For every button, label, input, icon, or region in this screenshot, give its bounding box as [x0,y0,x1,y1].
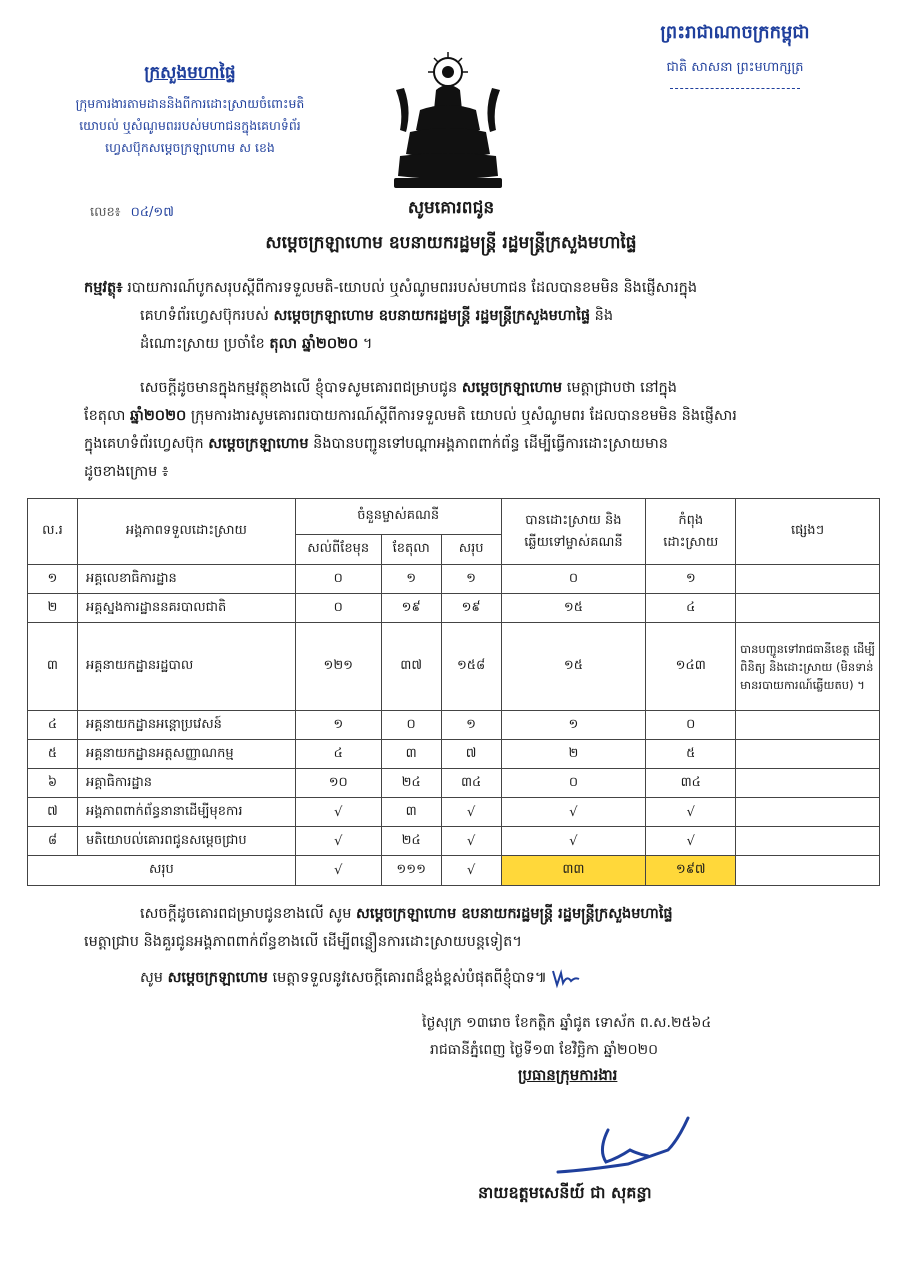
date-block [422,1010,862,1064]
row-other [736,798,880,827]
row-prev: √ [295,798,381,827]
row-month: ៣៧ [381,623,441,711]
row-pending: √ [646,827,736,856]
kingdom-motto: ជាតិ សាសនា ព្រះមហាក្សត្រ [666,60,804,75]
row-other [736,827,880,856]
row-total: ១៥៨ [441,623,501,711]
row-prev: ១២១ [295,623,381,711]
row-agency: អគ្គាធិការដ្ឋាន [77,769,295,798]
body-paragraph [84,374,874,486]
row-month: ៣ [381,740,441,769]
table-row [28,565,880,594]
row-agency: អគ្គស្នងការដ្ឋាននគរបាលជាតិ [77,594,295,623]
lunar-date: ថ្ងៃសុក្រ ១៣រោច ខែកត្តិក ឆ្នាំជូត ទោស័ក ព.ស.២៥៦៤ [422,1015,712,1031]
row-total: ១ [441,565,501,594]
header-no: ល.រ [28,499,78,565]
row-pending: ១៤៣ [646,623,736,711]
row-no: ៦ [28,769,78,798]
total-other [736,856,880,886]
row-resolved: ០ [501,769,646,798]
subject-recipient: សម្តេចក្រឡាហោម ឧបនាយករដ្ឋមន្ត្រី រដ្ឋមន្ត្រីក្រសួងមហាផ្ទៃ [273,308,591,324]
row-other [736,594,880,623]
row-pending: ៣៤ [646,769,736,798]
row-agency: អគ្គនាយកដ្ឋានអន្តោប្រវេសន៍ [77,711,295,740]
total-label: សរុប [28,856,296,886]
row-month: ១ [381,565,441,594]
body-text: ក្នុងគេហទំព័រហ្វេសប៊ុក [84,436,209,452]
table-row [28,740,880,769]
row-prev: ១០ [295,769,381,798]
subject-text: របាយការណ៍បូកសរុបស្តីពីការទទួលមតិ-យោបល់ ឬសំណូមពររបស់មហាជន ដែលបានខមមិន និងផ្ញើសារក្នុង [122,280,698,296]
closing-text: មេត្តាជ្រាប និងគួរជូនអង្គភាពពាក់ព័ន្ធខាងលើ ដើម្បីពន្លឿនការដោះស្រាយបន្តទៀត។ [84,934,522,950]
row-no: ២ [28,594,78,623]
row-no: ៣ [28,623,78,711]
row-other [736,711,880,740]
row-prev: ០ [295,565,381,594]
reference-value: ០៤/១៧ [130,205,174,220]
header-resolved: បានដោះស្រាយ និង ឆ្លើយទៅម្ចាស់គណនី [501,499,646,565]
row-agency: មតិយោបល់គោរពជូនសម្តេចជ្រាប [77,827,295,856]
initial-signature-icon [551,967,581,989]
body-text-bold: ឆ្នាំ២០២០ [130,408,187,424]
subject-period: តុលា ឆ្នាំ២០២០ [269,336,359,352]
row-no: ៧ [28,798,78,827]
subject-label: កម្មវត្ថុ៖ [84,280,123,296]
body-text: និងបានបញ្ជូនទៅបណ្តាអង្គភាពពាក់ព័ន្ធ ដើម្បីធ្វើការដោះស្រាយមាន [308,436,669,452]
row-pending: ០ [646,711,736,740]
recipient-line: សម្តេចក្រឡាហោម ឧបនាយករដ្ឋមន្ត្រី រដ្ឋមន្ត្រីក្រសួងមហាផ្ទៃ [265,233,637,253]
ministry-subtitle-line: ហ្វេសប៊ុកសម្តេចក្រឡាហោម ស ខេង [105,140,275,155]
row-agency: អគ្គលេខាធិការដ្ឋាន [77,565,295,594]
row-resolved: ២ [501,740,646,769]
row-other [736,565,880,594]
body-text: ដូចខាងក្រោម ៖ [84,464,169,480]
kingdom-title: ព្រះរាជាណាចក្រកម្ពុជា [660,22,810,43]
reference-label: លេខ៖ [90,205,121,220]
closing-block [84,900,884,992]
total-total: √ [441,856,501,886]
ministry-subtitle-line: យោបល់ ឬសំណូមពររបស់មហាជនក្នុងគេហទំព័រ [79,118,301,133]
row-pending: ៤ [646,594,736,623]
row-month: ១៩ [381,594,441,623]
header-pending: កំពុង ដោះស្រាយ [646,499,736,565]
row-pending: √ [646,798,736,827]
row-no: ៨ [28,827,78,856]
ministry-subtitle-line: ក្រុមការងារតាមដាននិងពីការដោះស្រាយចំពោះមតិ [75,96,305,111]
decorative-divider [670,88,800,89]
body-text: សេចក្តីដូចមានក្នុងកម្មវត្ថុខាងលើ ខ្ញុំបាទសូមគោរពជម្រាបជូន [140,380,462,396]
body-text: មេត្តាជ្រាបថា នៅក្នុង [562,380,677,396]
subject-text: ដំណោះស្រាយ ប្រចាំខែ [140,336,270,352]
row-total: √ [441,827,501,856]
row-month: ២៤ [381,827,441,856]
table-row [28,623,880,711]
kingdom-header [590,20,880,89]
subject-text: គេហទំព័រហ្វេសប៊ុករបស់ [140,308,274,324]
body-text-bold: សម្តេចក្រឡាហោម [208,436,309,452]
row-resolved: ១៥ [501,623,646,711]
closing-text-bold: សម្តេចក្រឡាហោម ឧបនាយករដ្ឋមន្ត្រី រដ្ឋមន្ត្រីក្រសួងមហាផ្ទៃ [356,906,673,922]
header-other: ផ្សេងៗ [736,499,880,565]
subject-text: និង [590,308,614,324]
ministry-header [40,62,340,159]
row-resolved: √ [501,827,646,856]
row-note: បានបញ្ជូនទៅរាជធានីខេត្ត ដើម្បីពិនិត្យ និងដោះស្រាយ (មិនទាន់មានរបាយការណ៍ឆ្លើយតប) ។ [736,623,880,711]
row-no: ៥ [28,740,78,769]
row-total: ៣៤ [441,769,501,798]
body-text-bold: សម្តេចក្រឡាហោម [461,380,563,396]
solar-date: រាជធានីភ្នំពេញ ថ្ងៃទី១៣ ខែវិច្ឆិកា ឆ្នាំ២០២០ [430,1042,658,1058]
subject-text: ។ [358,336,373,352]
row-no: ៤ [28,711,78,740]
table-row [28,711,880,740]
header-prev: សល់ពីខែមុន [295,535,381,565]
row-resolved: ១៥ [501,594,646,623]
total-resolved: ៣៣ [501,856,646,886]
header-month: ខែតុលា [381,535,441,565]
total-month: ១១១ [381,856,441,886]
table-row [28,798,880,827]
row-other [736,769,880,798]
subject-block [84,274,874,358]
row-total: ១៩ [441,594,501,623]
row-agency: អគ្គនាយកដ្ឋានអត្តសញ្ញាណកម្ម [77,740,295,769]
signature-icon [548,1110,708,1190]
body-text: ក្រុមការងារសូមគោរពរបាយការណ៍ស្តីពីការទទួលមតិ យោបល់ ឬសំណូមពរ ដែលបានខមមិន និងផ្ញើសារ [186,408,737,424]
ministry-title: ក្រសួងមហាផ្ទៃ [144,63,236,83]
body-text: ខែតុលា [84,408,131,424]
row-resolved: √ [501,798,646,827]
summary-table [27,498,880,886]
row-total: ១ [441,711,501,740]
row-pending: ៥ [646,740,736,769]
row-resolved: ០ [501,565,646,594]
table-total-row [28,856,880,886]
row-prev: √ [295,827,381,856]
row-agency: អគ្គនាយកដ្ឋានរដ្ឋបាល [77,623,295,711]
header-agency: អង្គភាពទទួលដោះស្រាយ [77,499,295,565]
row-month: ៣ [381,798,441,827]
row-pending: ១ [646,565,736,594]
total-prev: √ [295,856,381,886]
row-total: √ [441,798,501,827]
row-prev: ១ [295,711,381,740]
row-agency: អង្គភាពពាក់ព័ន្ធនានាដើម្បីមុខការ [77,798,295,827]
royal-emblem-icon [390,50,506,192]
row-no: ១ [28,565,78,594]
signer-title: ប្រធានក្រុមការងារ [518,1066,618,1084]
header-comments: ចំនួនម្ចាស់គណនី [295,499,501,535]
closing-text: មេត្តាទទួលនូវសេចក្តីគោរពដ៏ខ្ពង់ខ្ពស់បំផុតពីខ្ញុំបាទ៕ [267,970,547,986]
table-row [28,769,880,798]
row-month: ០ [381,711,441,740]
closing-text: សូម [140,970,168,986]
closing-text-bold: សម្តេចក្រឡាហោម [167,970,268,986]
table-row [28,594,880,623]
closing-text: សេចក្តីដូចគោរពជម្រាបជូនខាងលើ សូម [140,906,357,922]
row-total: ៧ [441,740,501,769]
respect-heading: សូមគោរពជូន [407,198,495,218]
header-total: សរុប [441,535,501,565]
row-prev: ០ [295,594,381,623]
row-other [736,740,880,769]
row-month: ២៤ [381,769,441,798]
table-row [28,827,880,856]
row-prev: ៤ [295,740,381,769]
signer-name: នាយឧត្តមសេនីយ៍ ជា សុគន្ធា [478,1183,652,1202]
total-pending: ១៩៧ [646,856,736,886]
row-resolved: ១ [501,711,646,740]
